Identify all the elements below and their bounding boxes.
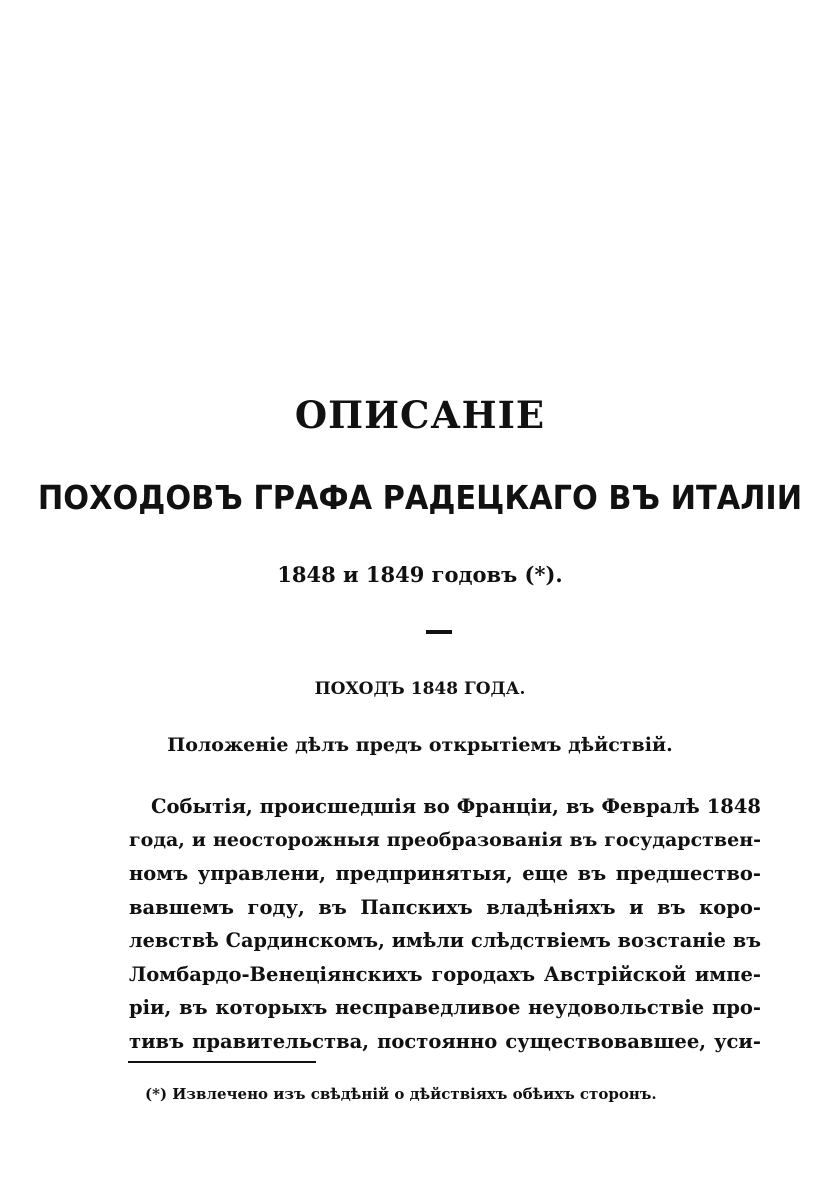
campaign-heading: ПОХОДЪ 1848 ГОДА. <box>314 679 526 699</box>
page-subtitle: ПОХОДОВЪ ГРАФА РАДЕЦКАГО ВЪ ИТАЛІИ <box>37 478 803 517</box>
page-title: ОПИСАНІЕ <box>294 393 546 437</box>
body-line: Событія, происшедшія во Франціи, въ Февралѣ 1848 <box>151 795 761 818</box>
footnote-rule <box>128 1061 316 1063</box>
body-line: левствѣ Сардинскомъ, имѣли слѣдствіемъ возстаніе въ <box>129 929 761 952</box>
body-line: Ломбардо-Венеціянскихъ городахъ Австрійской импе- <box>129 962 761 986</box>
body-line: ріи, въ которыхъ несправедливое неудовольствіе про- <box>129 996 761 1019</box>
body-line: года, и неосторожныя преобразованія въ государствен- <box>129 828 761 851</box>
section-heading: Положеніе дѣлъ предъ открытіемъ дѣйствій. <box>167 734 673 756</box>
years-line: 1848 и 1849 годовъ (*). <box>277 562 563 587</box>
body-line: номъ управлени, предпринятыя, еще въ предшество- <box>129 862 761 885</box>
body-line: вавшемъ году, въ Папскихъ владѣніяхъ и въ коро- <box>129 895 761 919</box>
body-paragraph <box>129 790 761 1058</box>
footnote: (*) Извлечено изъ свѣдѣній о дѣйствіяхъ обѣихъ сторонъ. <box>145 1085 657 1103</box>
body-line: тивъ правительства, постоянно существовавшее, уси- <box>129 1029 761 1053</box>
separator-dash <box>426 630 452 634</box>
